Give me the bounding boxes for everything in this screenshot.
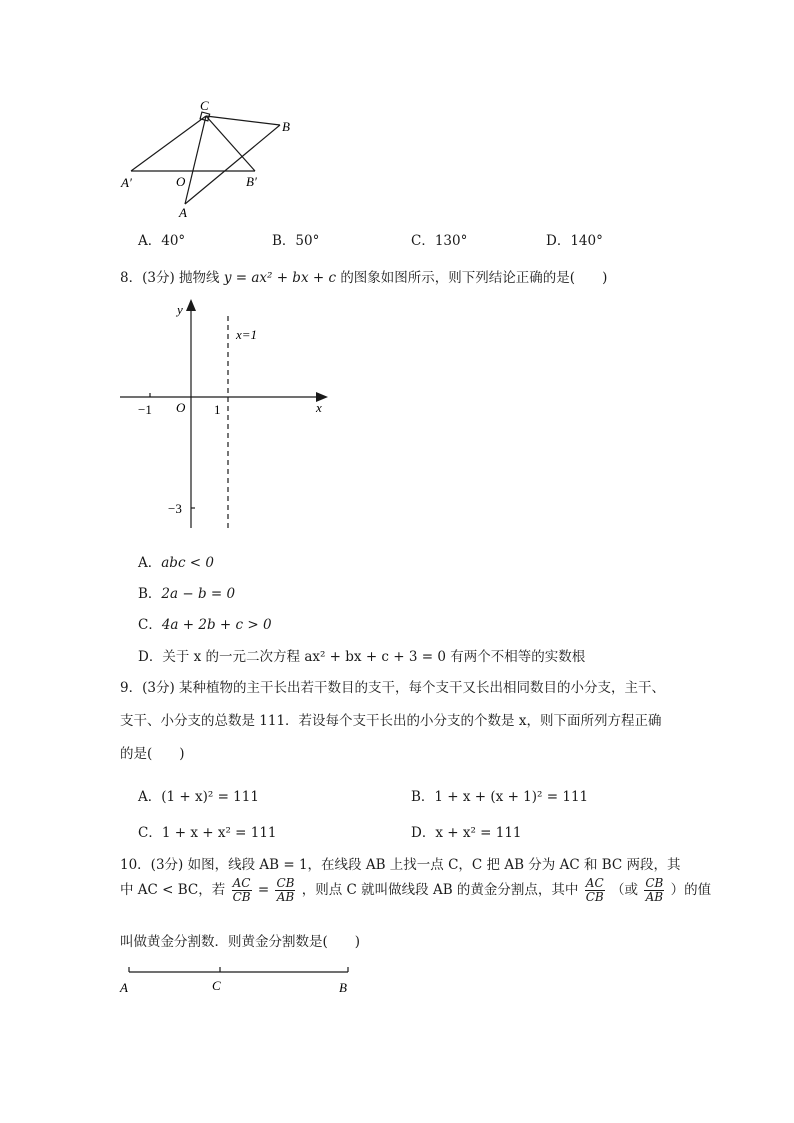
fraction-cb-over-ab-2: $\frac{CB}{AB}$ [645, 876, 664, 904]
label-point-c: C [212, 978, 221, 993]
tick-neg1-label: −1 [138, 402, 152, 417]
q9-option-a: A．(1 + x)² = 111 [138, 789, 259, 805]
y-label: y [177, 302, 183, 317]
label-a: A [179, 205, 187, 220]
fraction-cb-over-ab: $\frac{CB}{AB}$ [276, 876, 295, 904]
q9-line3: 的是( ) [120, 746, 185, 762]
q8-option-b: B．2a − b = 0 [138, 586, 236, 602]
line-c-b-prime [206, 116, 255, 171]
q7-option-d: D．140° [546, 233, 603, 249]
q7-option-c: C．130° [411, 233, 468, 249]
symmetry-axis-label: x=1 [236, 327, 258, 342]
tick-1-label: 1 [214, 402, 221, 417]
q9-option-b: B．1 + x + (x + 1)² = 111 [411, 789, 589, 805]
label-b: B [282, 119, 290, 134]
parabola-axes-figure [115, 296, 340, 536]
label-a-prime: A′ [121, 175, 132, 190]
label-point-a: A [120, 980, 128, 995]
q7-option-a: A．40° [138, 233, 186, 249]
label-c: C [200, 98, 209, 113]
tick-neg3-label: −3 [168, 501, 182, 516]
segment-ab-figure [115, 962, 360, 1000]
triangle-figure [110, 92, 320, 222]
label-o: O [176, 174, 186, 189]
q9-option-c: C．1 + x + x² = 111 [138, 825, 277, 841]
q10-line3: 叫做黄金分割数．则黄金分割数是( ) [120, 934, 361, 950]
label-b-prime: B′ [246, 174, 257, 189]
line-c-b [206, 116, 280, 125]
fraction-ac-over-cb: $\frac{AC}{CB}$ [232, 876, 251, 904]
q9-option-d: D．x + x² = 111 [411, 825, 522, 841]
x-label: x [316, 400, 322, 415]
fraction-ac-over-cb-2: $\frac{AC}{CB}$ [585, 876, 604, 904]
q10-line2: 中 AC < BC，若 $\frac{AC}{CB}$ = $\frac{CB}{AB}$ ，则点 C 就叫做线段 AB 的黄金分割点，其中 $\frac{AC}{CB}$ （或 $\frac{CB}{AB}$ ）的值 [120, 876, 712, 904]
q8-option-d: D．关于 x 的一元二次方程 ax² + bx + c + 3 = 0 有两个不相等的实数根 [138, 649, 586, 665]
origin-label: O [176, 400, 186, 415]
q8-stem: 8．(3分) 抛物线 y = ax² + bx + c 的图象如图所示，则下列结论正确的是( ) [120, 270, 608, 286]
q9-line2: 支干、小分支的总数是 111．若设每个支干长出的小分支的个数是 x，则下面所列方程正确 [120, 713, 662, 729]
y-axis-arrow [186, 299, 196, 311]
q9-line1: 9．(3分) 某种植物的主干长出若干数目的支干，每个支干又长出相同数目的小分支，主干、 [120, 680, 666, 696]
label-point-b: B [339, 980, 347, 995]
q8-option-c: C．4a + 2b + c > 0 [138, 617, 272, 633]
q10-line1: 10．(3分) 如图，线段 AB = 1，在线段 AB 上找一点 C，C 把 AB 分为 AC 和 BC 两段，其 [120, 857, 681, 873]
line-a-b [185, 125, 280, 204]
q7-option-b: B．50° [272, 233, 320, 249]
q8-option-a: A．abc < 0 [138, 555, 214, 571]
